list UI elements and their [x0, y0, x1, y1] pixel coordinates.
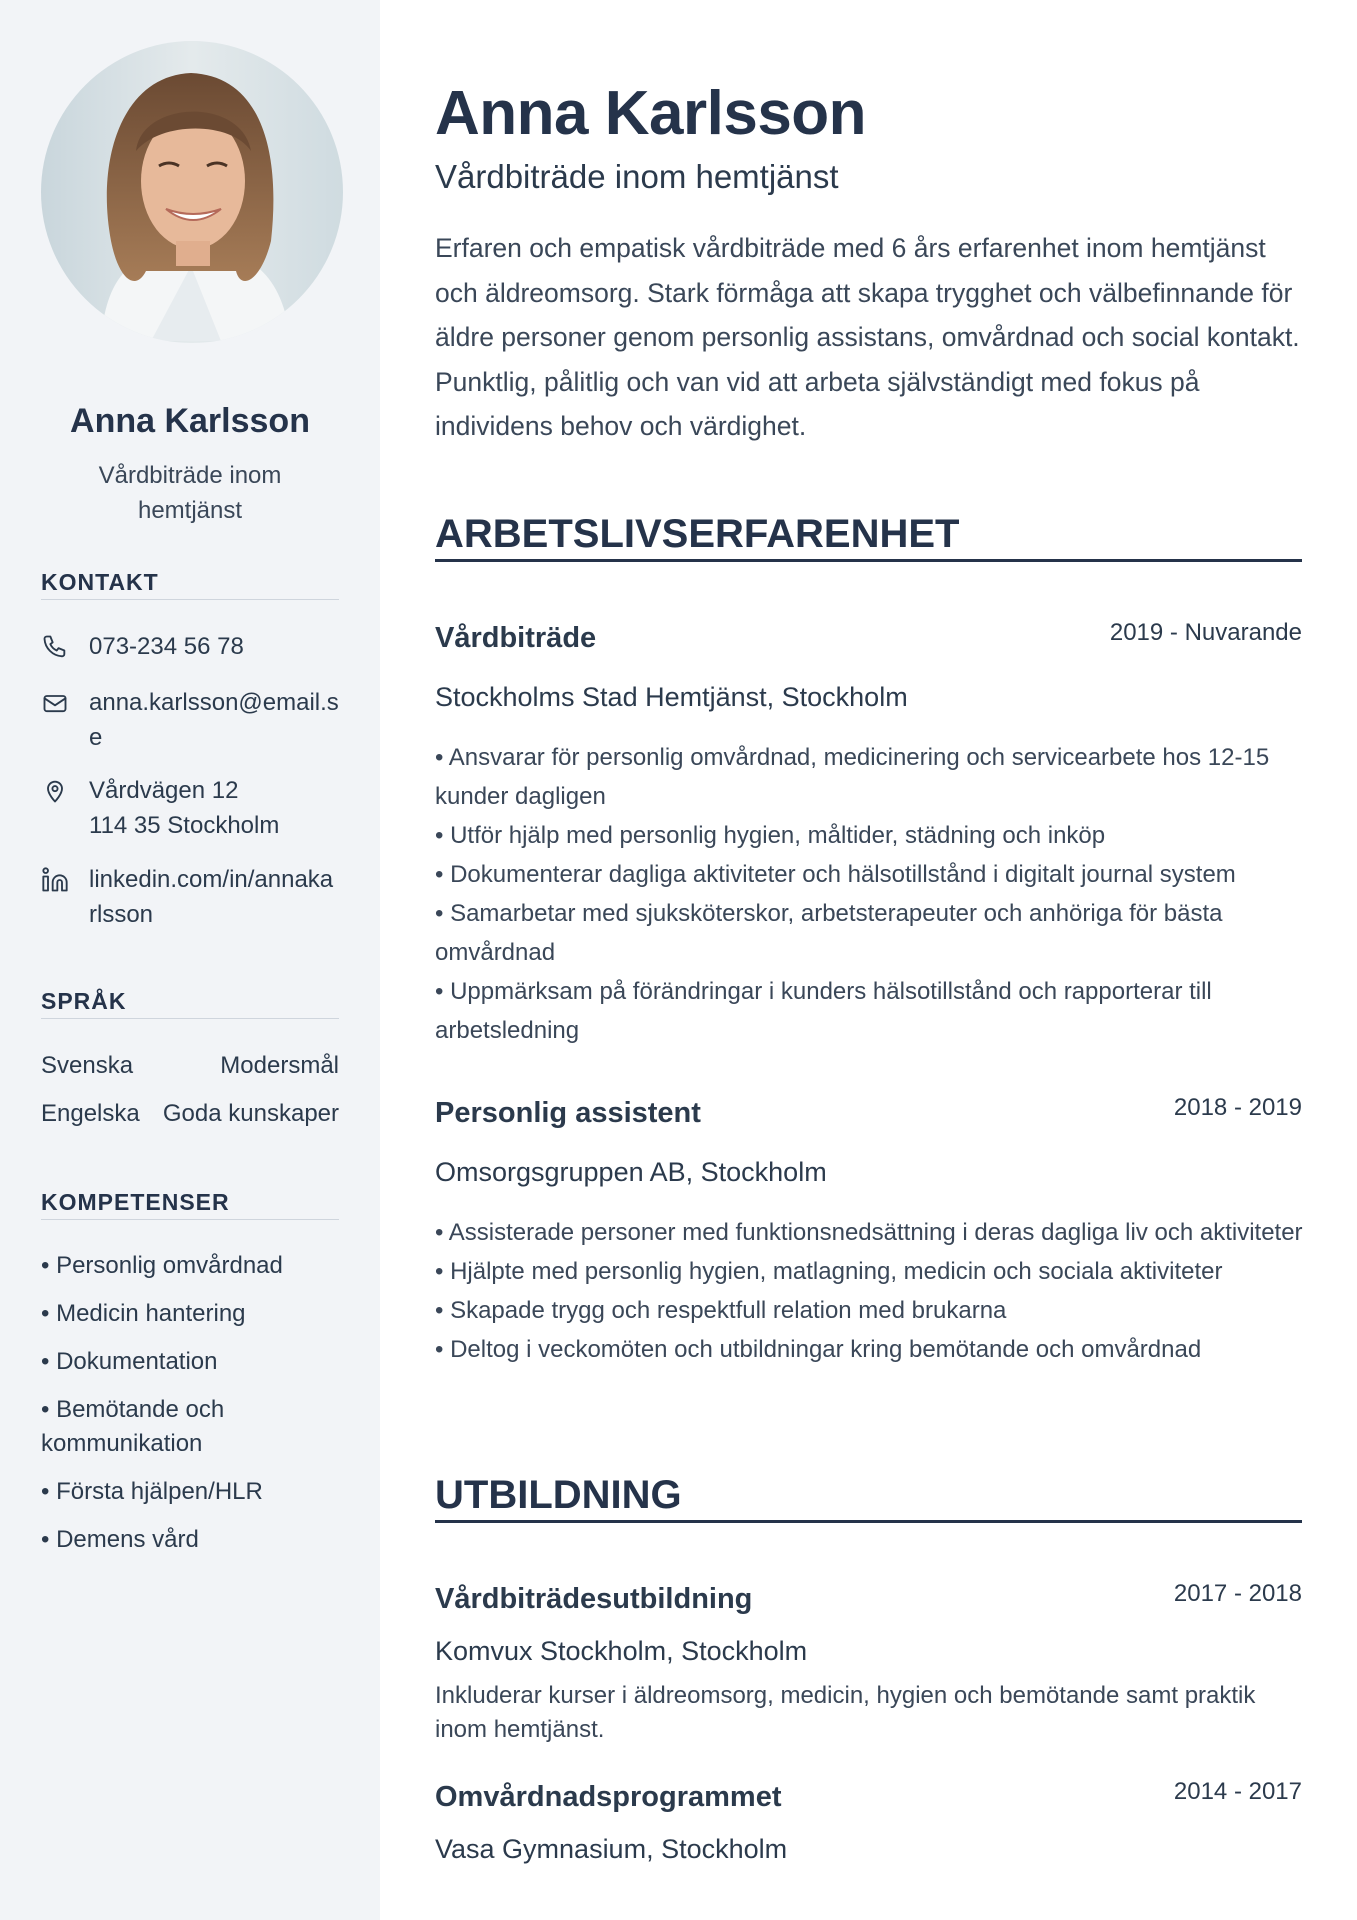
skill-item: • Dokumentation — [41, 1348, 218, 1375]
job-bullet: • Dokumenterar dagliga aktiviteter och hälsotillstånd i digitalt journal system — [435, 861, 1236, 888]
education-school: Komvux Stockholm, Stockholm — [435, 1636, 808, 1666]
language-level: Goda kunskaper — [162, 1100, 339, 1127]
skill-item: • Bemötande och kommunikation — [41, 1396, 225, 1457]
sidebar — [0, 0, 380, 1920]
job-bullet-list — [435, 738, 1305, 1050]
job-date: 2018 - 2019 — [1173, 1094, 1302, 1121]
skill-item: • Första hjälpen/HLR — [41, 1478, 263, 1505]
job-bullet: • Utför hjälp med personlig hygien, måltider, städning och inköp — [435, 822, 1106, 849]
address-city: 114 35 Stockholm — [89, 812, 280, 839]
main-name: Anna Karlsson — [435, 79, 867, 148]
job-title: Personlig assistent — [435, 1097, 701, 1129]
education-school: Vasa Gymnasium, Stockholm — [435, 1834, 788, 1864]
map-pin-icon — [41, 777, 69, 805]
education-title: Vårdbiträdesutbildning — [435, 1583, 753, 1615]
linkedin-icon — [41, 866, 69, 894]
linkedin-url[interactable]: linkedin.com/in/annakarlsson — [89, 866, 334, 928]
address — [89, 773, 339, 843]
language-name: Engelska — [41, 1100, 140, 1127]
phone-number[interactable]: 073-234 56 78 — [89, 633, 244, 660]
education-date: 2017 - 2018 — [1173, 1580, 1302, 1607]
job-bullet: • Hjälpte med personlig hygien, matlagning, medicin och sociala aktiviteter — [435, 1258, 1223, 1285]
language-name: Svenska — [41, 1052, 134, 1079]
language-heading: SPRÅK — [41, 988, 339, 1019]
phone-icon — [41, 633, 69, 661]
sidebar-job-title: Vårdbiträde inom hemtjänst — [98, 462, 282, 524]
contact-heading: KONTAKT — [41, 569, 339, 600]
job-bullet: • Deltog i veckomöten och utbildningar kring bemötande och omvårdnad — [435, 1336, 1202, 1363]
education-title: Omvårdnadsprogrammet — [435, 1781, 782, 1813]
education-date: 2014 - 2017 — [1173, 1778, 1302, 1805]
job-bullet: • Skapade trygg och respektfull relation med brukarna — [435, 1297, 1007, 1324]
job-bullet: • Ansvarar för personlig omvårdnad, medicinering och servicearbete hos 12-15 kunder dagligen — [435, 744, 1270, 810]
job-date: 2019 - Nuvarande — [1109, 619, 1302, 646]
profile-photo — [41, 41, 343, 343]
education-description: Inkluderar kurser i äldreomsorg, medicin, hygien och bemötande samt praktik inom hemtjänst. — [435, 1682, 1256, 1743]
job-bullet: • Samarbetar med sjuksköterskor, arbetsterapeuter och anhöriga för bästa omvårdnad — [435, 900, 1223, 966]
mail-icon — [41, 689, 69, 717]
sidebar-name: Anna Karlsson — [70, 402, 310, 440]
email-address[interactable]: anna.karlsson@email.se — [89, 689, 339, 751]
experience-heading: ARBETSLIVSERFARENHET — [435, 512, 1302, 562]
address-street: Vårdvägen 12 — [89, 777, 239, 804]
skill-item: • Demens vård — [41, 1526, 199, 1553]
job-organization: Stockholms Stad Hemtjänst, Stockholm — [435, 682, 908, 712]
main-job-title: Vårdbiträde inom hemtjänst — [435, 158, 839, 195]
skill-item: • Personlig omvårdnad — [41, 1252, 283, 1279]
language-level: Modersmål — [220, 1052, 339, 1079]
skill-item: • Medicin hantering — [41, 1300, 246, 1327]
profile-summary: Erfaren och empatisk vårdbiträde med 6 års erfarenhet inom hemtjänst och äldreomsorg. Stark förmåga att skapa trygghet och välbefinnande för äldre personer genom personlig assistans, omvårdnad och social kontakt. Punktlig, pålitlig och van vid att arbeta självständigt med fokus på individens behov och värdighet. — [435, 233, 1300, 441]
job-bullet-list — [435, 1213, 1305, 1369]
skills-heading: KOMPETENSER — [41, 1189, 339, 1220]
education-heading: UTBILDNING — [435, 1473, 1302, 1523]
job-title: Vårdbiträde — [435, 622, 597, 654]
job-bullet: • Uppmärksam på förändringar i kunders hälsotillstånd och rapporterar till arbetsledning — [435, 978, 1212, 1044]
job-bullet: • Assisterade personer med funktionsnedsättning i deras dagliga liv och aktiviteter — [435, 1219, 1303, 1246]
job-organization: Omsorgsgruppen AB, Stockholm — [435, 1157, 827, 1187]
